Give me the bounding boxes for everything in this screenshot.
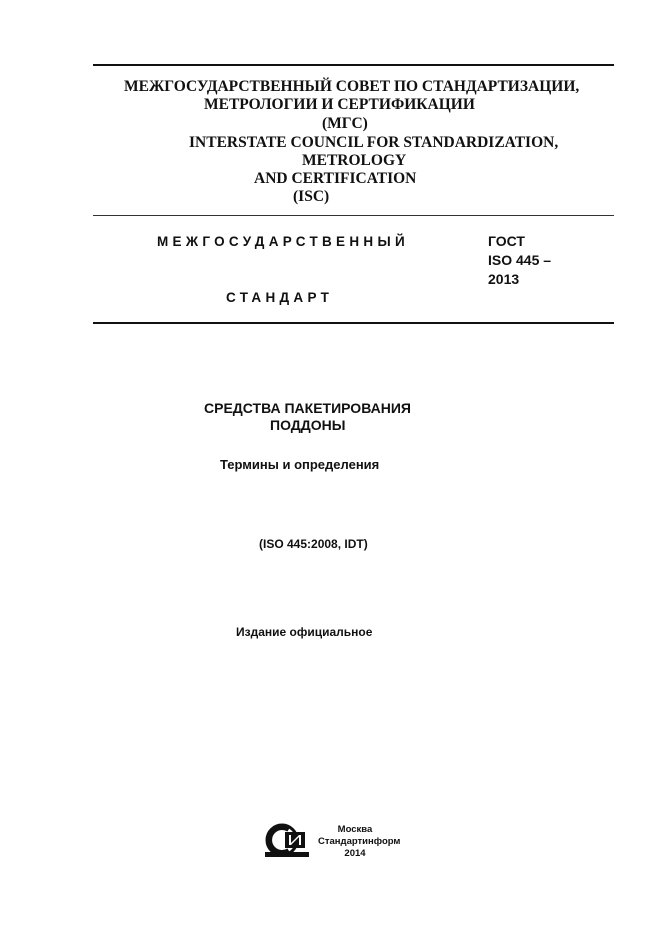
document-title-line2: ПОДДОНЫ (270, 417, 346, 433)
council-name-en-line3: AND CERTIFICATION (254, 170, 417, 187)
publisher-name: Стандартинформ (318, 836, 401, 847)
iso-reference: (ISO 445:2008, IDT) (259, 537, 368, 551)
middle-rule (93, 215, 614, 216)
publisher-city: Москва (337, 824, 373, 835)
council-name-en-line1: INTERSTATE COUNCIL FOR STANDARDIZATION, (189, 134, 559, 151)
edition-label: Издание официальное (236, 625, 373, 639)
council-abbr-ru: (МГС) (322, 115, 368, 132)
bottom-rule (93, 322, 614, 324)
gost-year: 2013 (488, 271, 520, 287)
heading-standard: СТАНДАРТ (226, 290, 334, 305)
standartinform-logo-icon (265, 823, 309, 857)
council-abbr-en: (ISC) (293, 188, 330, 205)
gost-label: ГОСТ (488, 233, 525, 249)
top-rule (93, 64, 614, 66)
publication-year: 2014 (344, 848, 366, 859)
council-name-ru-line1: МЕЖГОСУДАРСТВЕННЫЙ СОВЕТ ПО СТАНДАРТИЗАЦИИ, (124, 78, 580, 95)
document-title-line1: СРЕДСТВА ПАКЕТИРОВАНИЯ (204, 400, 411, 416)
document-subtitle: Термины и определения (220, 457, 380, 472)
council-name-en-line2: METROLOGY (302, 152, 407, 169)
heading-interstate: МЕЖГОСУДАРСТВЕННЫЙ (157, 234, 409, 249)
gost-number: ISO 445 – (488, 252, 552, 268)
council-name-ru-line2: МЕТРОЛОГИИ И СЕРТИФИКАЦИИ (204, 96, 475, 113)
